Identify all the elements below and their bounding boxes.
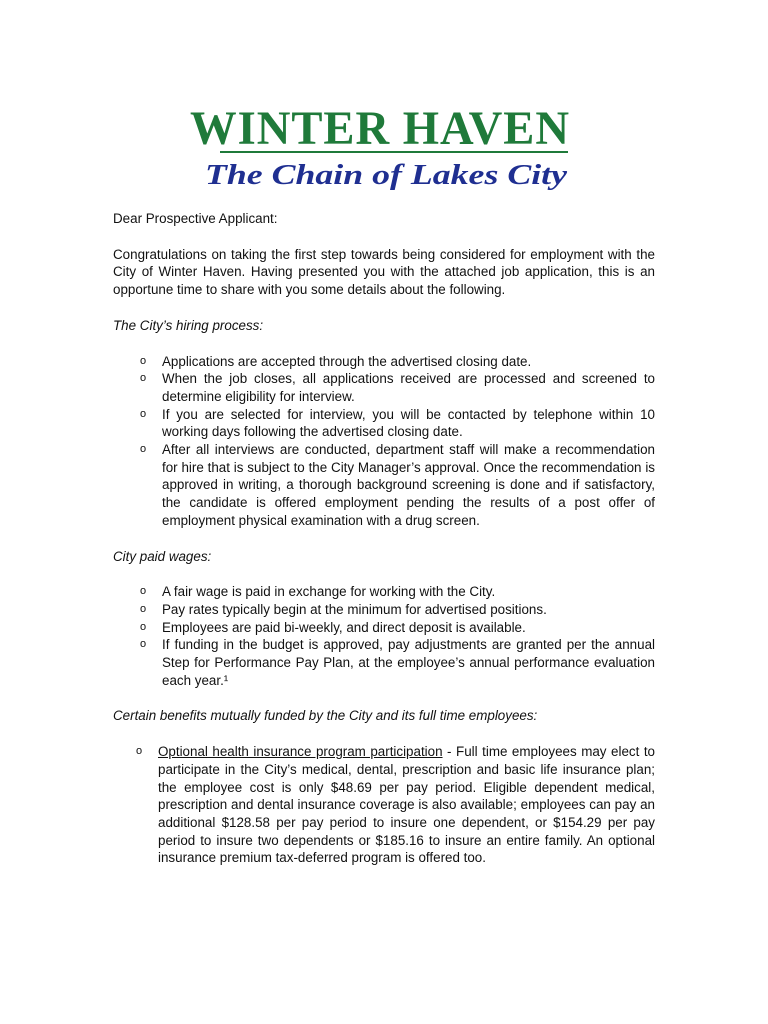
list-item-text: Pay rates typically begin at the minimum for advertised positions. [162, 601, 547, 617]
list-item-text: A fair wage is paid in exchange for working with the City. [162, 584, 496, 600]
logo-tagline: The Chain of Lakes City [205, 160, 568, 191]
list-item [113, 353, 655, 371]
list-item [113, 636, 655, 689]
bullet-marker: o [140, 602, 147, 615]
list-item-text: When the job closes, all applications received are processed and screened to determine eligibility for interview. [162, 371, 655, 404]
list-item-text: After all interviews are conducted, department staff will make a recommendation for hire that is subject to the City Manager’s approval. Once the recommendation is approved in writing, a thorough background screening is done and if satisfactory, the candidate is offered employment pending the results of a post offer of employment physical examination with a drug screen. [162, 442, 655, 528]
list-item [113, 441, 655, 530]
bullet-marker: o [136, 745, 143, 758]
benefit-title: Optional health insurance program participation [158, 744, 443, 760]
list-item-text: If you are selected for interview, you will be contacted by telephone within 10 working days following the advertised closing date. [162, 406, 655, 440]
hiring-process-list [113, 353, 655, 530]
logo-title: WINTER HAVEN [190, 102, 570, 155]
benefits-list [113, 743, 655, 867]
list-item [113, 406, 655, 441]
hiring-process-heading: The City’s hiring process: [113, 317, 264, 333]
list-item [113, 601, 655, 619]
wages-heading: City paid wages: [113, 548, 212, 564]
winter-haven-logo [180, 92, 580, 192]
list-item-text: Applications are accepted through the advertised closing date. [162, 353, 532, 369]
letter-body [113, 210, 655, 885]
list-item-text: Employees are paid bi-weekly, and direct deposit is available. [162, 619, 526, 635]
logo-graphic [180, 92, 580, 192]
bullet-marker: o [140, 620, 147, 633]
bullet-marker: o [140, 585, 147, 598]
wages-list [113, 583, 655, 689]
list-item [113, 743, 655, 867]
bullet-marker: o [140, 638, 147, 651]
list-item [113, 583, 655, 601]
salutation: Dear Prospective Applicant: [113, 211, 278, 226]
bullet-marker: o [140, 407, 147, 420]
benefit-text: - Full time employees may elect to participate in the City’s medical, dental, prescription and basic life insurance plan; the employee cost is only $48.69 per pay period. Eligible dependent medical, prescription and dental insurance coverage is also available; employees can pay an additional $128.58 per pay period to insure one dependent, or $154.29 per pay period to insure two dependents or $185.16 to insure an entire family. An optional insurance premium tax-deferred program is offered too. [158, 744, 655, 866]
benefits-heading: Certain benefits mutually funded by the City and its full time employees: [113, 708, 538, 724]
intro-paragraph: Congratulations on taking the first step towards being considered for employment with the City of Winter Haven. Having presented you with the attached job application, this is an opportune time to share with you some details about the following. [113, 246, 655, 298]
bullet-marker: o [140, 443, 147, 456]
list-item [113, 619, 655, 637]
list-item [113, 370, 655, 405]
bullet-marker: o [140, 372, 147, 385]
list-item-text: If funding in the budget is approved, pay adjustments are granted per the annual Step for Performance Pay Plan, at the employee’s annual performance evaluation each year.¹ [162, 637, 655, 688]
bullet-marker: o [140, 354, 147, 367]
